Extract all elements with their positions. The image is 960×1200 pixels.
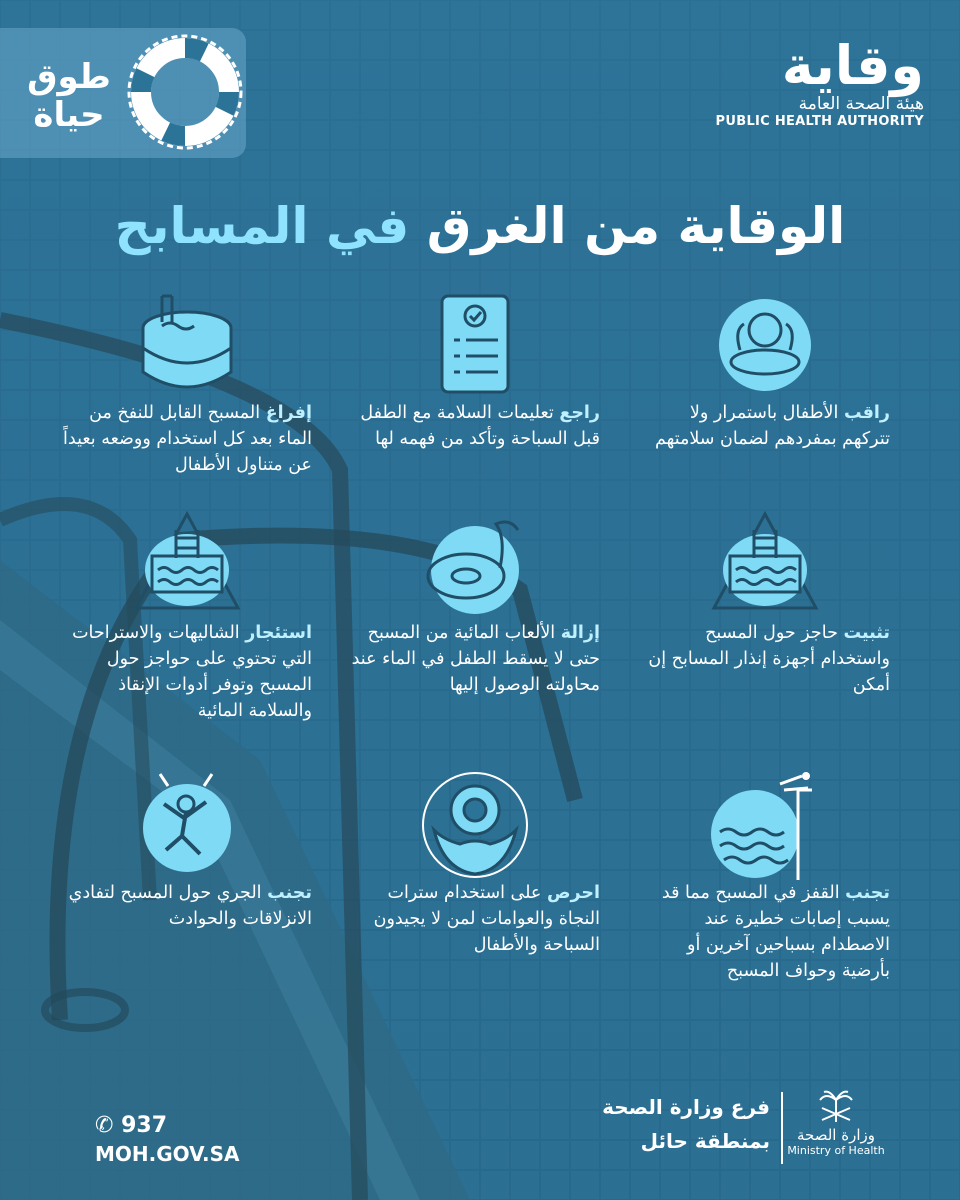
fenced-pool-icon xyxy=(710,510,820,620)
tip-text xyxy=(640,880,890,984)
tip-keyword: إفراغ xyxy=(265,403,312,423)
tip-text xyxy=(640,620,890,698)
tip-text xyxy=(350,620,600,698)
tip-text xyxy=(62,880,312,932)
palm-swords-icon xyxy=(816,1090,856,1124)
tip-body: الأطفال باستمرار ولا تتركهم بمفردهم لضمان سلامتهم xyxy=(655,403,890,449)
moh-logo xyxy=(786,1090,886,1170)
inflatable-pool-icon xyxy=(132,290,242,400)
checklist-icon xyxy=(420,290,530,400)
tip-body: القفز في المسبح مما قد يسبب إصابات خطيرة عند الاصطدام بسباحين آخرين أو بأرضية وحواف المسبح xyxy=(661,883,890,981)
wiqaya-logo xyxy=(714,36,924,146)
branch-line-2: بمنطقة حائل xyxy=(640,1129,770,1153)
tip-body: الجري حول المسبح لتفادي الانزلاقات والحوادث xyxy=(68,883,312,929)
tip-text xyxy=(640,400,890,452)
phone-line xyxy=(95,1112,240,1140)
phone-number[interactable]: 937 xyxy=(121,1113,168,1138)
ministry-name-ar: وزارة الصحة xyxy=(797,1126,875,1144)
tip-text xyxy=(62,620,312,724)
tip-keyword: احرص xyxy=(546,883,600,903)
title-highlight: في المسابح xyxy=(114,197,410,255)
diver-icon xyxy=(710,770,820,880)
page-title xyxy=(0,186,960,266)
tip-body: تعليمات السلامة مع الطفل قبل السباحة وتأكد من فهمه لها xyxy=(360,403,600,449)
ministry-name-en: Ministry of Health xyxy=(787,1144,885,1157)
tip-body: الألعاب المائية من المسبح حتى لا يسقط الطفل في الماء عند محاولته الوصول إليها xyxy=(351,623,600,695)
tip-keyword: راقب xyxy=(843,403,890,423)
tip-body: الشاليهات والاستراحات التي تحتوي على حواجز حول المسبح وتوفر أدوات الإنقاذ والسلامة المائية xyxy=(72,623,312,721)
child-float-ring-icon xyxy=(710,290,820,400)
website-link[interactable]: MOH.GOV.SA xyxy=(95,1142,240,1166)
tip-keyword: تجنب xyxy=(267,883,312,903)
tip-keyword: تجنب xyxy=(845,883,890,903)
swan-float-icon xyxy=(420,510,530,620)
brand-name: وقاية xyxy=(781,34,924,97)
falling-person-icon xyxy=(132,770,242,880)
branch-line-1: فرع وزارة الصحة xyxy=(602,1095,770,1119)
tip-keyword: استئجار xyxy=(245,623,312,643)
branch-name xyxy=(560,1090,770,1158)
contact-info xyxy=(95,1112,240,1168)
tip-keyword: إزالة xyxy=(560,623,600,643)
title-main: الوقاية من الغرق xyxy=(426,197,846,255)
lifebuoy-hands-icon xyxy=(420,770,530,880)
tip-text xyxy=(350,880,600,958)
tip-body: حاجز حول المسبح واستخدام أجهزة إنذار المسابح إن أمكن xyxy=(648,623,890,695)
brand-subtitle-en: PUBLIC HEALTH AUTHORITY xyxy=(715,114,924,129)
tip-body: المسبح القابل للنفخ من الماء بعد كل استخدام ووضعه بعيداً عن متناول الأطفال xyxy=(63,403,312,475)
tip-keyword: راجع xyxy=(559,403,600,423)
campaign-logo xyxy=(0,28,246,158)
fenced-pool-icon xyxy=(132,510,242,620)
tip-text xyxy=(62,400,312,478)
brand-subtitle-ar: هيئة الصحة العامة xyxy=(798,94,924,114)
tip-keyword: تثبيت xyxy=(843,623,890,643)
tip-text xyxy=(350,400,600,452)
phone-icon: ✆ xyxy=(95,1113,114,1138)
footer-divider xyxy=(781,1092,783,1164)
campaign-logo-text: طوق حياة xyxy=(27,57,111,135)
tip-body: على استخدام سترات النجاة والعوامات لمن لا يجيدون السباحة والأطفال xyxy=(373,883,600,955)
